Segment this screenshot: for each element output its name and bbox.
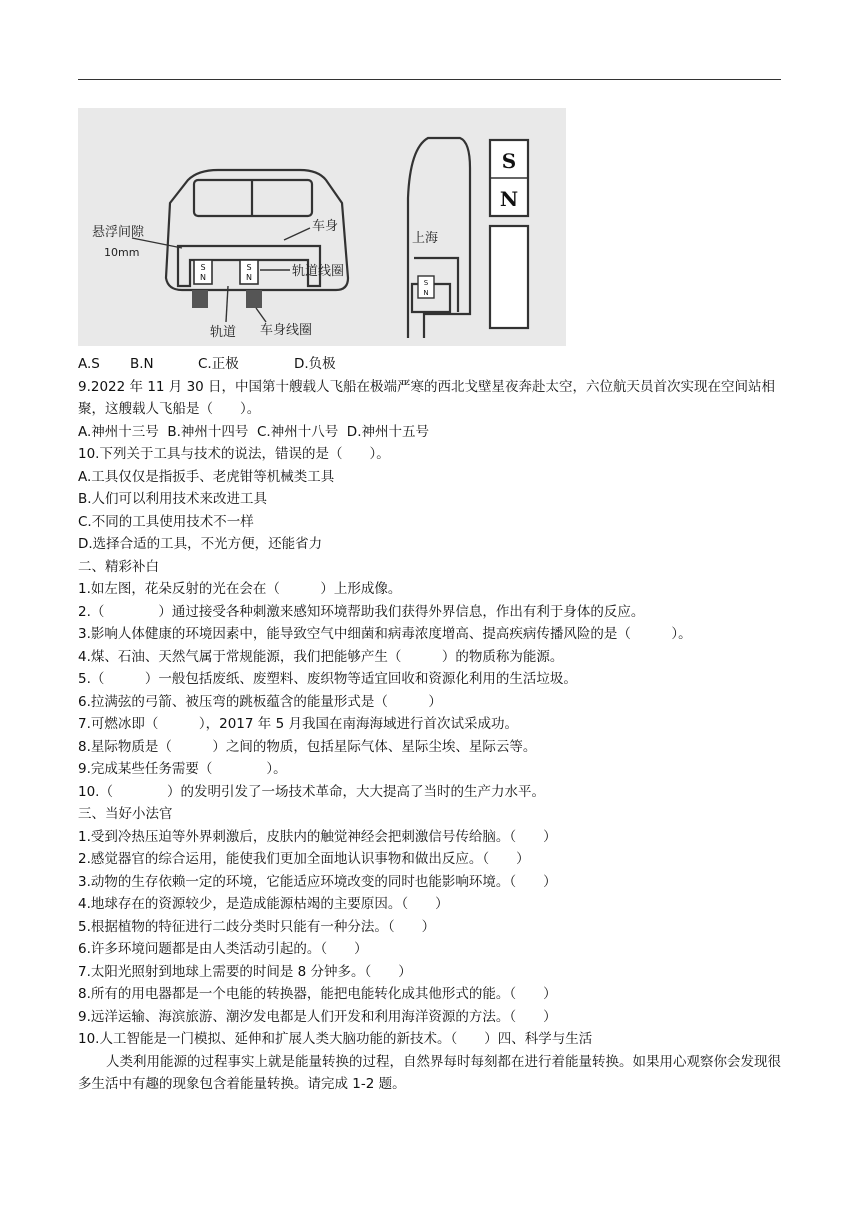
label-track-coil: 轨道线圈 (292, 264, 345, 279)
rail-left (192, 290, 208, 308)
q8-option-c: C.正极 (198, 356, 239, 372)
section2-item: 8.星际物质是（ ）之间的物质，包括星际气体、星际尘埃、星际云等。 (78, 738, 537, 755)
section3-item: 1.受到冷热压迫等外界刺激后，皮肤内的触觉神经会把刺激信号传给脑。（ ） (78, 828, 557, 845)
section2-title: 二、精彩补白 (78, 558, 159, 575)
q8-option-d: D.负极 (294, 356, 336, 372)
q10-option-c: C.不同的工具使用技术不一样 (78, 513, 254, 530)
blank-magnet (490, 226, 528, 328)
magnet-left-n: N (200, 273, 206, 282)
q10-text: 10.下列关于工具与技术的说法，错误的是（ ）。 (78, 446, 390, 462)
maglev-figure (78, 108, 566, 346)
label-body: 车身 (312, 219, 339, 234)
label-gap-size: 10mm (104, 246, 140, 259)
section3-item: 5.根据植物的特征进行二歧分类时只能有一种分法。（ ） (78, 918, 436, 935)
q10-option-d: D.选择合适的工具，不光方便，还能省力 (78, 536, 323, 552)
q8-options (78, 353, 788, 376)
section3-item: 9.远洋运输、海滨旅游、潮汐发电都是人们开发和利用海洋资源的方法。（ ） (78, 1008, 557, 1025)
q9-options: A.神州十三号 B.神州十四号 C.神州十八号 D.神州十五号 (78, 423, 429, 440)
section2-item: 4.煤、石油、天然气属于常规能源，我们把能够产生（ ）的物质称为能源。 (78, 648, 564, 665)
section2-item: 3.影响人体健康的环境因素中，能导致空气中细菌和病毒浓度增高、提高疾病传播风险的是（ ）。 (78, 626, 692, 642)
bar-magnet-n: N (499, 187, 519, 211)
section3-item: 8.所有的用电器都是一个电能的转换器，能把电能转化成其他形式的能。（ ） (78, 986, 557, 1002)
section2-item: 7.可燃冰即（ ），2017 年 5 月我国在南海海域进行首次试采成功。 (78, 716, 518, 732)
side-magnet-s: S (423, 279, 429, 287)
maglev-diagram (78, 108, 566, 346)
label-track: 轨道 (210, 325, 237, 340)
section2-item: 5.（ ）一般包括废纸、废塑料、废织物等适宜回收和资源化利用的生活垃圾。 (78, 671, 577, 687)
section4-paragraph: 人类利用能源的过程事实上就是能量转换的过程，自然界每时每刻都在进行着能量转换。如果用心观察你会发现很多生活中有趣的现象包含着能量转换。请完成 1-2 题。 (78, 1053, 781, 1092)
section2-item: 10.（ ）的发明引发了一场技术革命，大大提高了当时的生产力水平。 (78, 783, 545, 800)
section3-item: 10.人工智能是一门模拟、延伸和扩展人类大脑功能的新技术。（ ）四、科学与生活 (78, 1031, 593, 1047)
header-rule (78, 79, 781, 80)
label-city: 上海 (412, 231, 439, 246)
section3-title: 三、当好小法官 (78, 806, 173, 822)
magnet-right-s: S (246, 263, 252, 272)
q9-text: 9.2022 年 11 月 30 日，中国第十艘载人飞船在极端严寒的西北戈壁星夜奔赴太空，六位航天员首次实现在空间站相聚，这艘载人飞船是（ ）。 (78, 378, 776, 417)
rail-right (246, 290, 262, 308)
section2-item: 9.完成某些任务需要（ ）。 (78, 761, 287, 777)
q10-option-b: B.人们可以利用技术来改进工具 (78, 491, 268, 507)
section2-item: 1.如左图，花朵反射的光在会在（ ）上形成像。 (78, 581, 402, 597)
section2-item: 6.拉满弦的弓箭、被压弯的跳板蕴含的能量形式是（ ） (78, 693, 442, 710)
magnet-right-n: N (246, 273, 252, 282)
bar-magnet-s: S (501, 149, 517, 173)
section3-item: 7.太阳光照射到地球上需要的时间是 8 分钟多。（ ） (78, 963, 412, 980)
section3-item: 3.动物的生存依赖一定的环境，它能适应环境改变的同时也能影响环境。（ ） (78, 873, 557, 890)
label-gap: 悬浮间隙 (92, 225, 145, 240)
section2-item: 2.（ ）通过接受各种刺激来感知环境帮助我们获得外界信息，作出有利于身体的反应。 (78, 603, 645, 620)
q8-option-b: B.N (130, 356, 154, 372)
section3-item: 6.许多环境问题都是由人类活动引起的。（ ） (78, 941, 368, 957)
q8-option-a: A.S (78, 356, 100, 372)
label-body-coil: 车身线圈 (260, 323, 313, 338)
section3-item: 4.地球存在的资源较少，是造成能源枯竭的主要原因。（ ） (78, 896, 449, 912)
question-content (78, 353, 788, 1096)
magnet-left-s: S (200, 263, 206, 272)
section3-item: 2.感觉器官的综合运用，能使我们更加全面地认识事物和做出反应。（ ） (78, 851, 530, 867)
q10-option-a: A.工具仅仅是指扳手、老虎钳等机械类工具 (78, 468, 335, 485)
side-magnet-n: N (423, 289, 429, 297)
